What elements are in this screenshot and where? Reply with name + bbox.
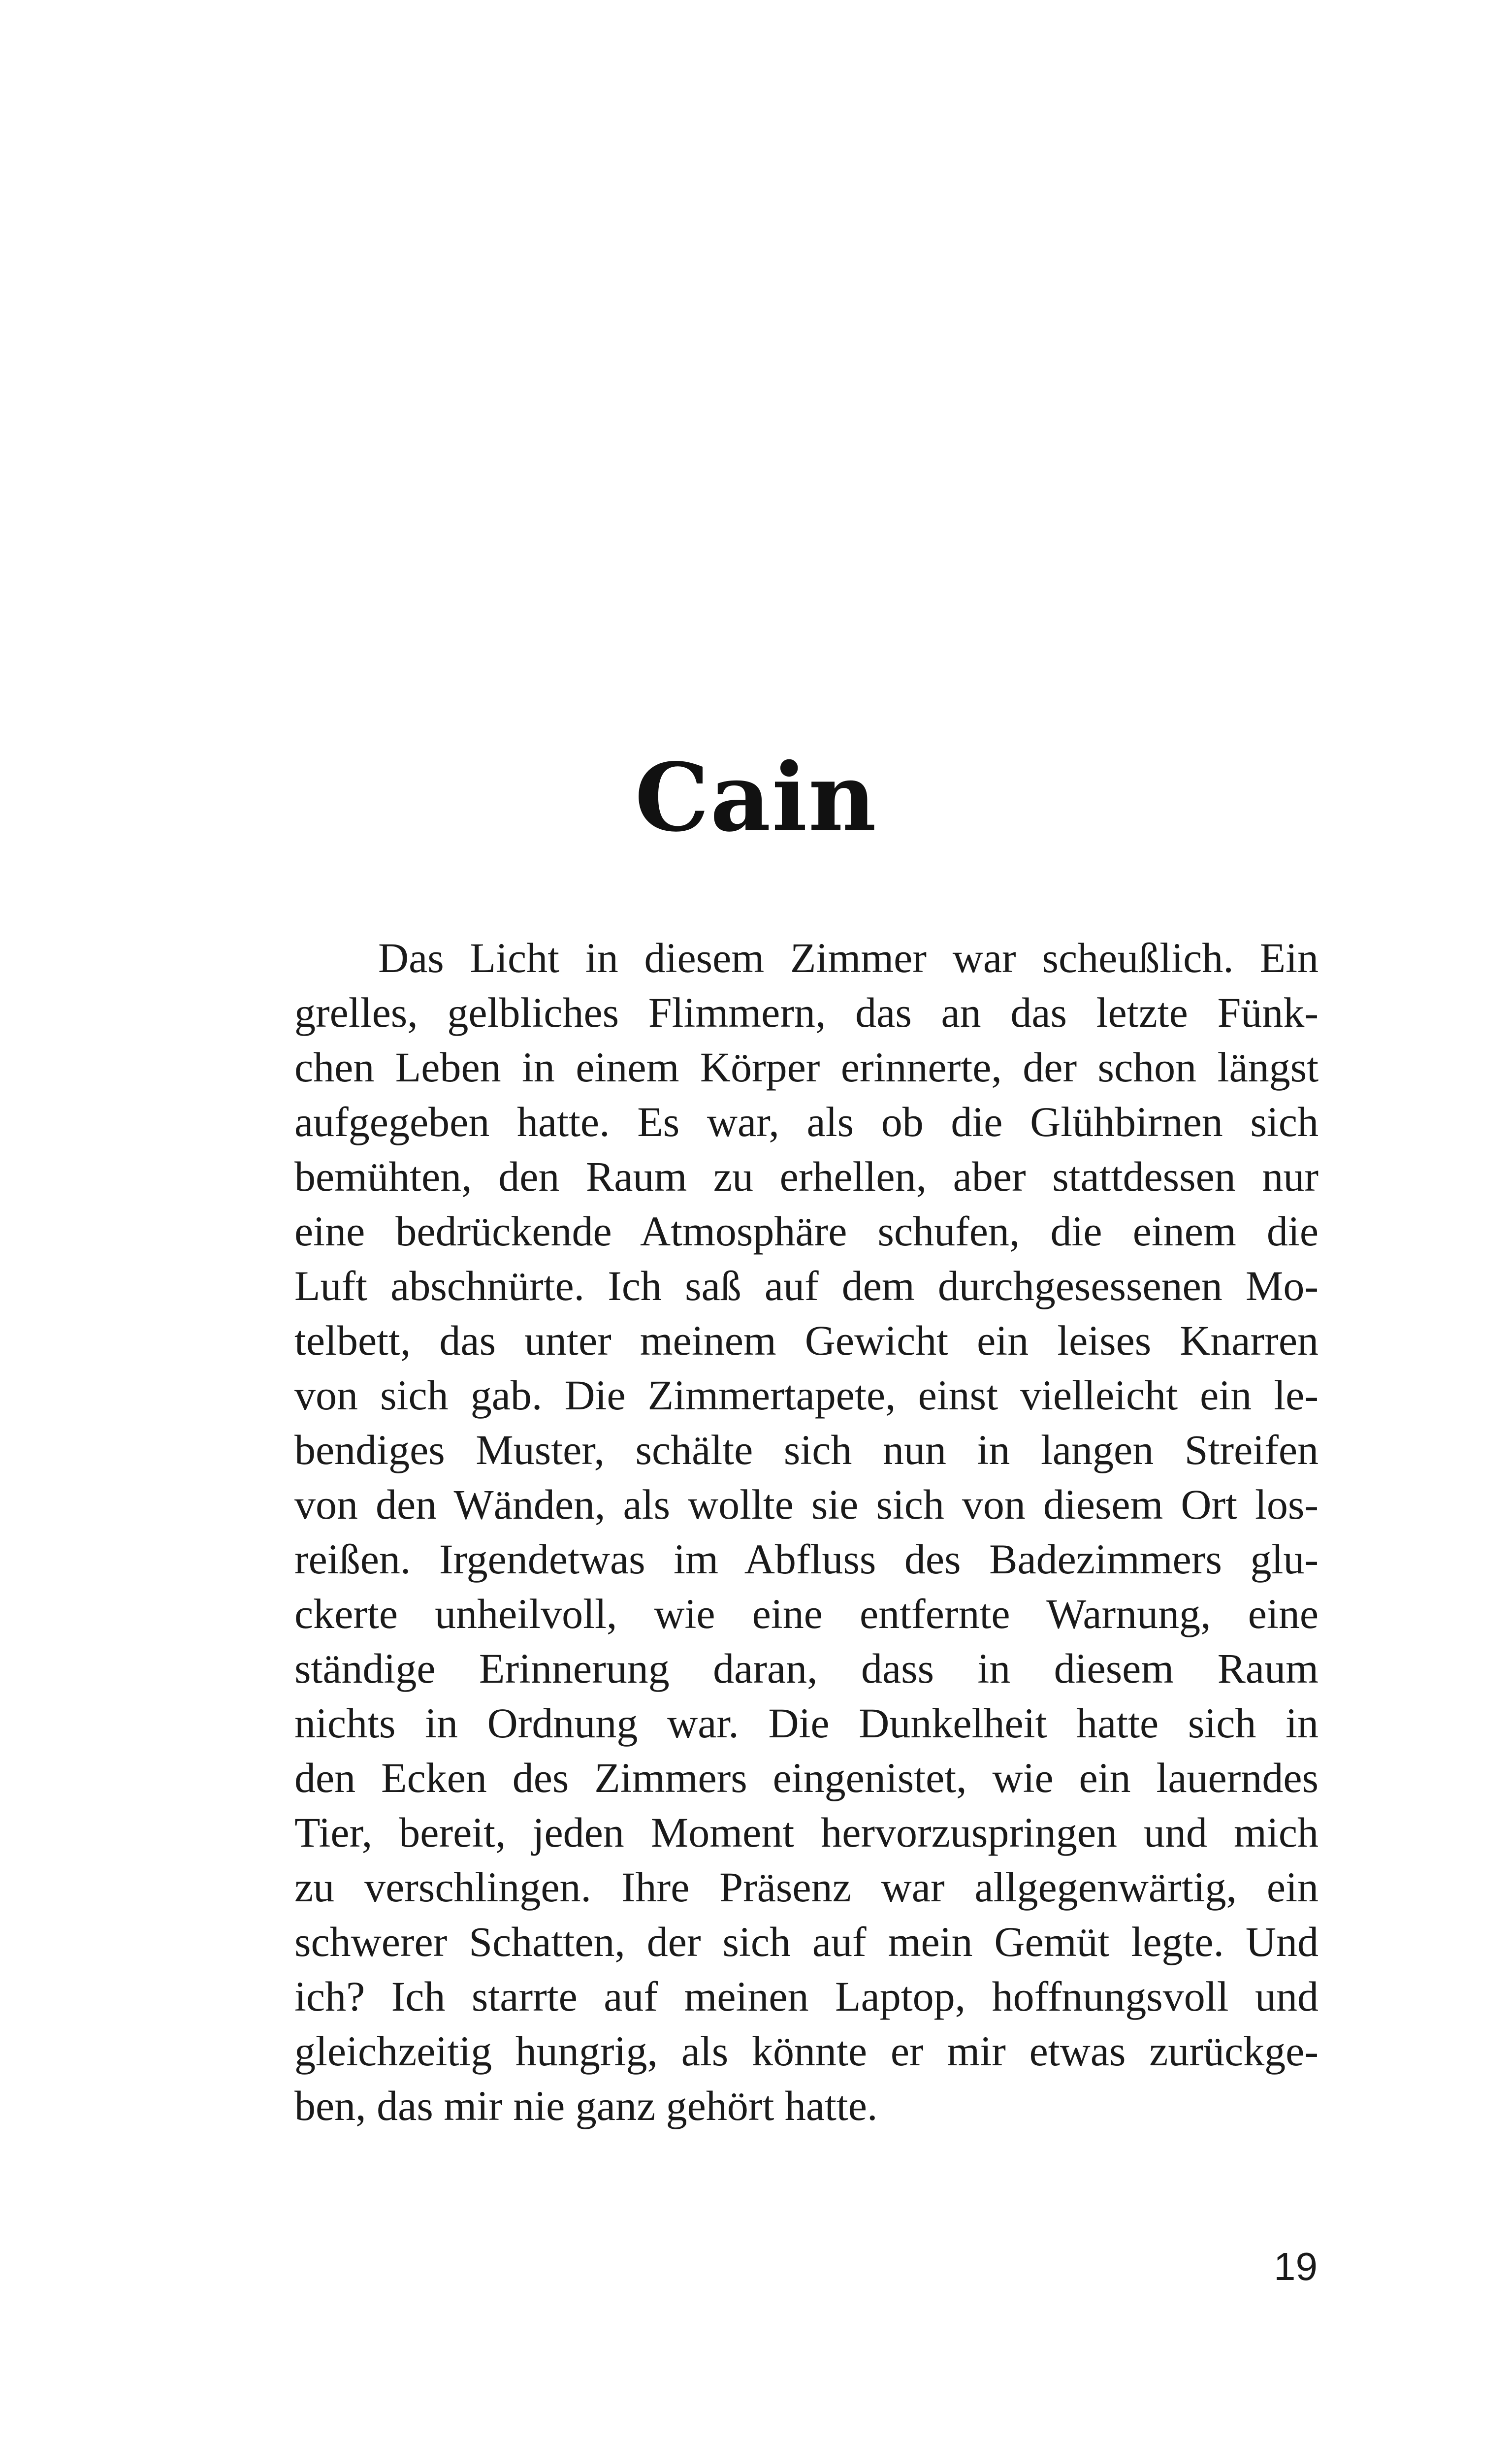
- text-line: bendiges Muster, schälte sich nun in langen Streifen: [294, 1426, 1319, 1473]
- text-line: aufgegeben hatte. Es war, als ob die Glühbirnen sich: [294, 1098, 1319, 1145]
- text-line: grelles, gelbliches Flimmern, das an das letzte Fünk-: [294, 989, 1319, 1036]
- text-line: ich? Ich starrte auf meinen Laptop, hoffnungsvoll und: [294, 1973, 1319, 2020]
- text-line: von den Wänden, als wollte sie sich von diesem Ort los-: [294, 1481, 1319, 1528]
- text-line: Das Licht in diesem Zimmer war scheußlich. Ein: [378, 934, 1319, 981]
- chapter-title: Cain: [635, 743, 877, 852]
- text-line: bemühten, den Raum zu erhellen, aber stattdessen nur: [294, 1153, 1319, 1200]
- text-line: ständige Erinnerung daran, dass in diesem Raum: [294, 1645, 1319, 1692]
- text-line: eine bedrückende Atmosphäre schufen, die einem die: [294, 1207, 1319, 1255]
- body-paragraph: [294, 931, 1319, 2133]
- text-line: Luft abschnürte. Ich saß auf dem durchgesessenen Mo-: [294, 1262, 1319, 1309]
- text-line: gleichzeitig hungrig, als könnte er mir etwas zurückge-: [294, 2027, 1319, 2075]
- text-line: schwerer Schatten, der sich auf mein Gemüt legte. Und: [294, 1918, 1319, 1965]
- text-line: zu verschlingen. Ihre Präsenz war allgegenwärtig, ein: [294, 1863, 1319, 1911]
- text-line: telbett, das unter meinem Gewicht ein leises Knarren: [294, 1317, 1319, 1364]
- text-line: den Ecken des Zimmers eingenistet, wie ein lauerndes: [294, 1754, 1319, 1801]
- text-line: nichts in Ordnung war. Die Dunkelheit hatte sich in: [294, 1699, 1319, 1747]
- text-line: chen Leben in einem Körper erinnerte, der schon längst: [294, 1043, 1319, 1091]
- text-line: reißen. Irgendetwas im Abfluss des Badezimmers glu-: [294, 1535, 1319, 1583]
- page-number: 19: [1274, 2245, 1318, 2288]
- text-line: ben, das mir nie ganz gehört hatte.: [294, 2082, 878, 2129]
- text-line: Tier, bereit, jeden Moment hervorzuspringen und mich: [294, 1809, 1319, 1856]
- text-line: von sich gab. Die Zimmertapete, einst vielleicht ein le-: [294, 1371, 1319, 1419]
- text-line: ckerte unheilvoll, wie eine entfernte Warnung, eine: [294, 1590, 1319, 1637]
